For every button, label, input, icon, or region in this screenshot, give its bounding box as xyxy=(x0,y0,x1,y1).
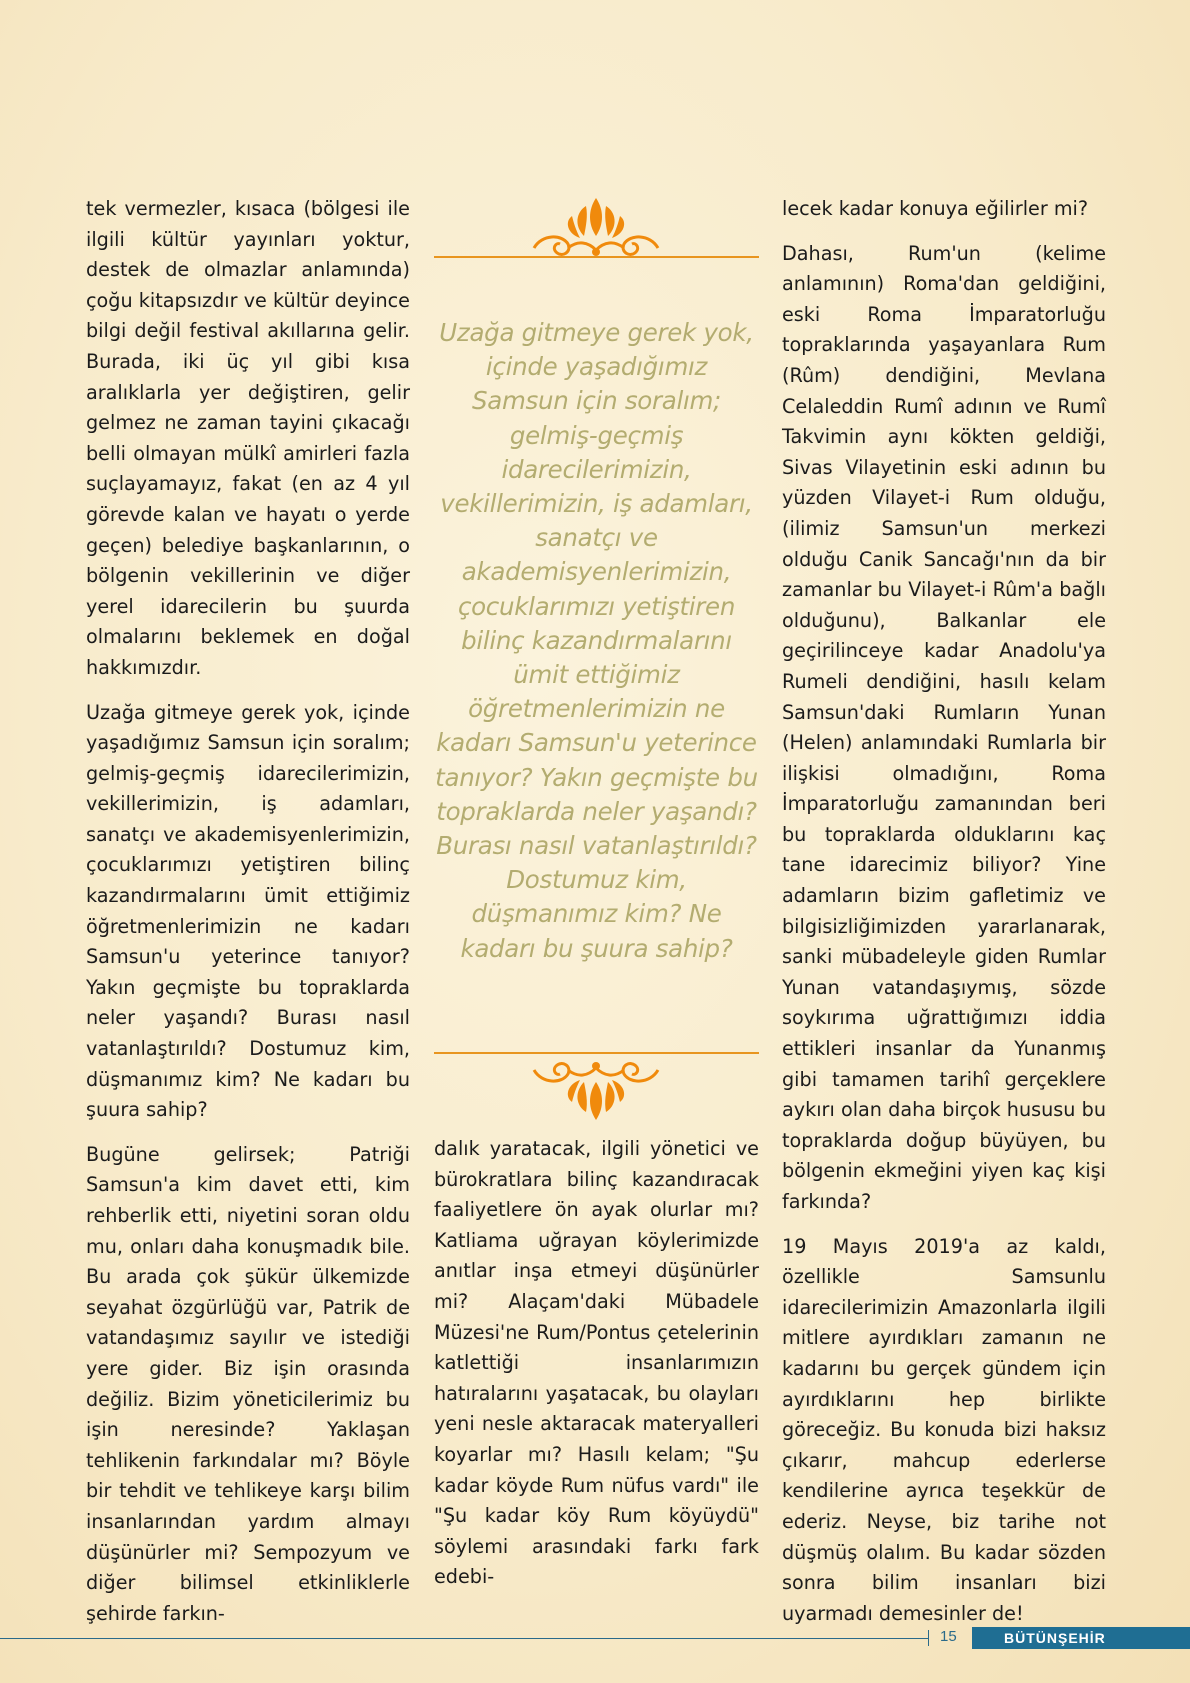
column1-paragraph-3: Bugüne gelirsek; Patriği Samsun'a kim davet etti, kim rehberlik etti, niyetini soran oldu mu, onları daha konuşmadık bile. Bu arada çok şükür ülkemizde seyahat özgürlüğü var, Patrik de vatandaşımız sayılır ve istediği yere gider. Biz işin orasında değiliz. Bizim yöneticilerimiz bu işin neresinde? Yaklaşan tehlikenin farkındalar mı? Böyle bir tehdit ve tehlikeye karşı bilim insanlarından yardım almayı düşünürler mi? Sempozyum ve diğer bilimsel etkinliklerle şehirde farkın- xyxy=(86,1142,410,1625)
column1-paragraph-1: tek vermezler, kısaca (bölgesi ile ilgili kültür yayınları yoktur, destek de olmazlar anlamında) çoğu kitapsızdır ve kültür deyince bilgi değil festival akıllarına gelir. Burada, iki üç yıl gibi kısa aralıklarla yer değiştiren, gelir gelmez ne zaman tayini çıkacağı belli olmayan mülkî amirleri fazla suçlayamayız, fakat (en az 4 yıl görevde kalan ve hayatı o yerde geçen) belediye başkanlarının, o bölgenin vekillerinin ve diğer yerel idarecilerin bu şuurda olmalarını beklemek en doğal hakkımızdır. xyxy=(86,197,410,679)
divider-top xyxy=(434,256,759,258)
magazine-brand: BÜTÜNŞEHİR xyxy=(972,1627,1190,1649)
column3-paragraph-3: 19 Mayıs 2019'a az kaldı, özellikle Samsunlu idarecilerimizin Amazonlarla ilgili mitlere ayırdıkları zamanın ne kadarını bu gerçek gündem için ayırdıklarını hep birlikte göreceğiz. Bu konuda bizi haksız çıkarır, mahcup ederlerse kendilerine ayrıca teşekkür de ederiz. Neyse, biz tarihe not düşmüş olalım. Bu kadar sözden sonra bilim insanları bizi uyarmadı demesinler de! xyxy=(782,1234,1106,1625)
column1-paragraph-2: Uzağa gitmeye gerek yok, içinde yaşadığımız Samsun için soralım; gelmiş-geçmiş idarecilerimizin, vekillerimizin, iş adamları, sanatçı ve akademisyenlerimizin, çocuklarımızı yetiştiren bilinç kazandırmalarını ümit ettiğimiz öğretmenlerimizin ne kadarı Samsun'u yeterince tanıyor? Yakın geçmişte bu topraklarda neler yaşandı? Burası nasıl vatanlaştırıldı? Dostumuz kim, düşmanımız kim? Ne kadarı bu şuura sahip? xyxy=(86,700,410,1122)
divider-bottom xyxy=(434,1052,759,1054)
article-column-2 xyxy=(434,1134,759,1593)
column2-paragraph-1: dalık yaratacak, ilgili yönetici ve bürokratlara bilinç kazandıracak faaliyetlere ön ayak olurlar mı? Katliama uğrayan köylerimizde anıtlar inşa etmeyi düşünürler mi? Alaçam'daki Mübadele Müzesi'ne Rum/Pontus çetelerinin katlettiği insanlarımızın hatıralarını yaşatacak, bu olayları yeni nesle aktaracak materyalleri koyarlar mı? Hasılı kelam; "Şu kadar köyde Rum nüfus vardı" ile "Şu kadar köy Rum köyüydü" söylemi arasındaki farkı fark edebi- xyxy=(434,1137,759,1589)
page-number: 15 xyxy=(940,1628,957,1645)
column3-paragraph-1: lecek kadar konuya eğilirler mi? xyxy=(782,197,1089,220)
floral-ornament-bottom-icon xyxy=(528,1056,664,1122)
column3-paragraph-2: Dahası, Rum'un (kelime anlamının) Roma'dan geldiğini, eski Roma İmparatorluğu topraklarında yaşayanlara Rum (Rûm) dendiğini, Mevlana Celaleddin Rumî adının ve Rumî Takvimin aynı kökten geldiği, Sivas Vilayetinin eski adının bu yüzden Vilayet-i Rum olduğu, (ilimiz Samsun'un merkezi olduğu Canik Sancağı'nın da bir zamanlar bu Vilayet-i Rûm'a bağlı olduğunu), Balkanlar ele geçirilinceye kadar Anadolu'ya Rumeli dendiğini, hasılı kelam Samsun'daki Rumların Yunan (Helen) anlamındaki Rumlarla bir ilişkisi olmadığını, Roma İmparatorluğu zamanından beri bu topraklarda olduklarını kaç tane idarecimiz biliyor? Yine adamların bizim gafletimiz ve bilgisizliğimizden yararlanarak, sanki mübadeleyle giden Rumlar Yunan vatandaşıymış, sözde soykırıma uğrattığımızı iddia ettikleri insanlar da Yunanmış gibi tamamen tarihî gerçeklere aykırı olan daha birçok hususu bu topraklarda doğup büyüyen, bu bölgenin ekmeğini yiyen kaç kişi farkında? xyxy=(782,241,1106,1213)
footer-rule xyxy=(0,1638,928,1639)
footer-tick xyxy=(928,1630,929,1646)
pull-quote: Uzağa gitmeye gerek yok, içinde yaşadığımız Samsun için soralım; gelmiş-geçmiş idarecilerimizin, vekillerimizin, iş adamları, sanatçı ve akademisyenlerimizin, çocuklarımızı yetiştiren bilinç kazandırmalarını ümit ettiğimiz öğretmenlerimizin ne kadarı Samsun'u yeterince tanıyor? Yakın geçmişte bu topraklarda neler yaşandı? Burası nasıl vatanlaştırıldı? Dostumuz kim, düşmanımız kim? Ne kadarı bu şuura sahip? xyxy=(435,318,758,963)
floral-ornament-top-icon xyxy=(528,196,664,262)
article-column-3 xyxy=(782,194,1106,1643)
article-column-1 xyxy=(86,194,410,1643)
